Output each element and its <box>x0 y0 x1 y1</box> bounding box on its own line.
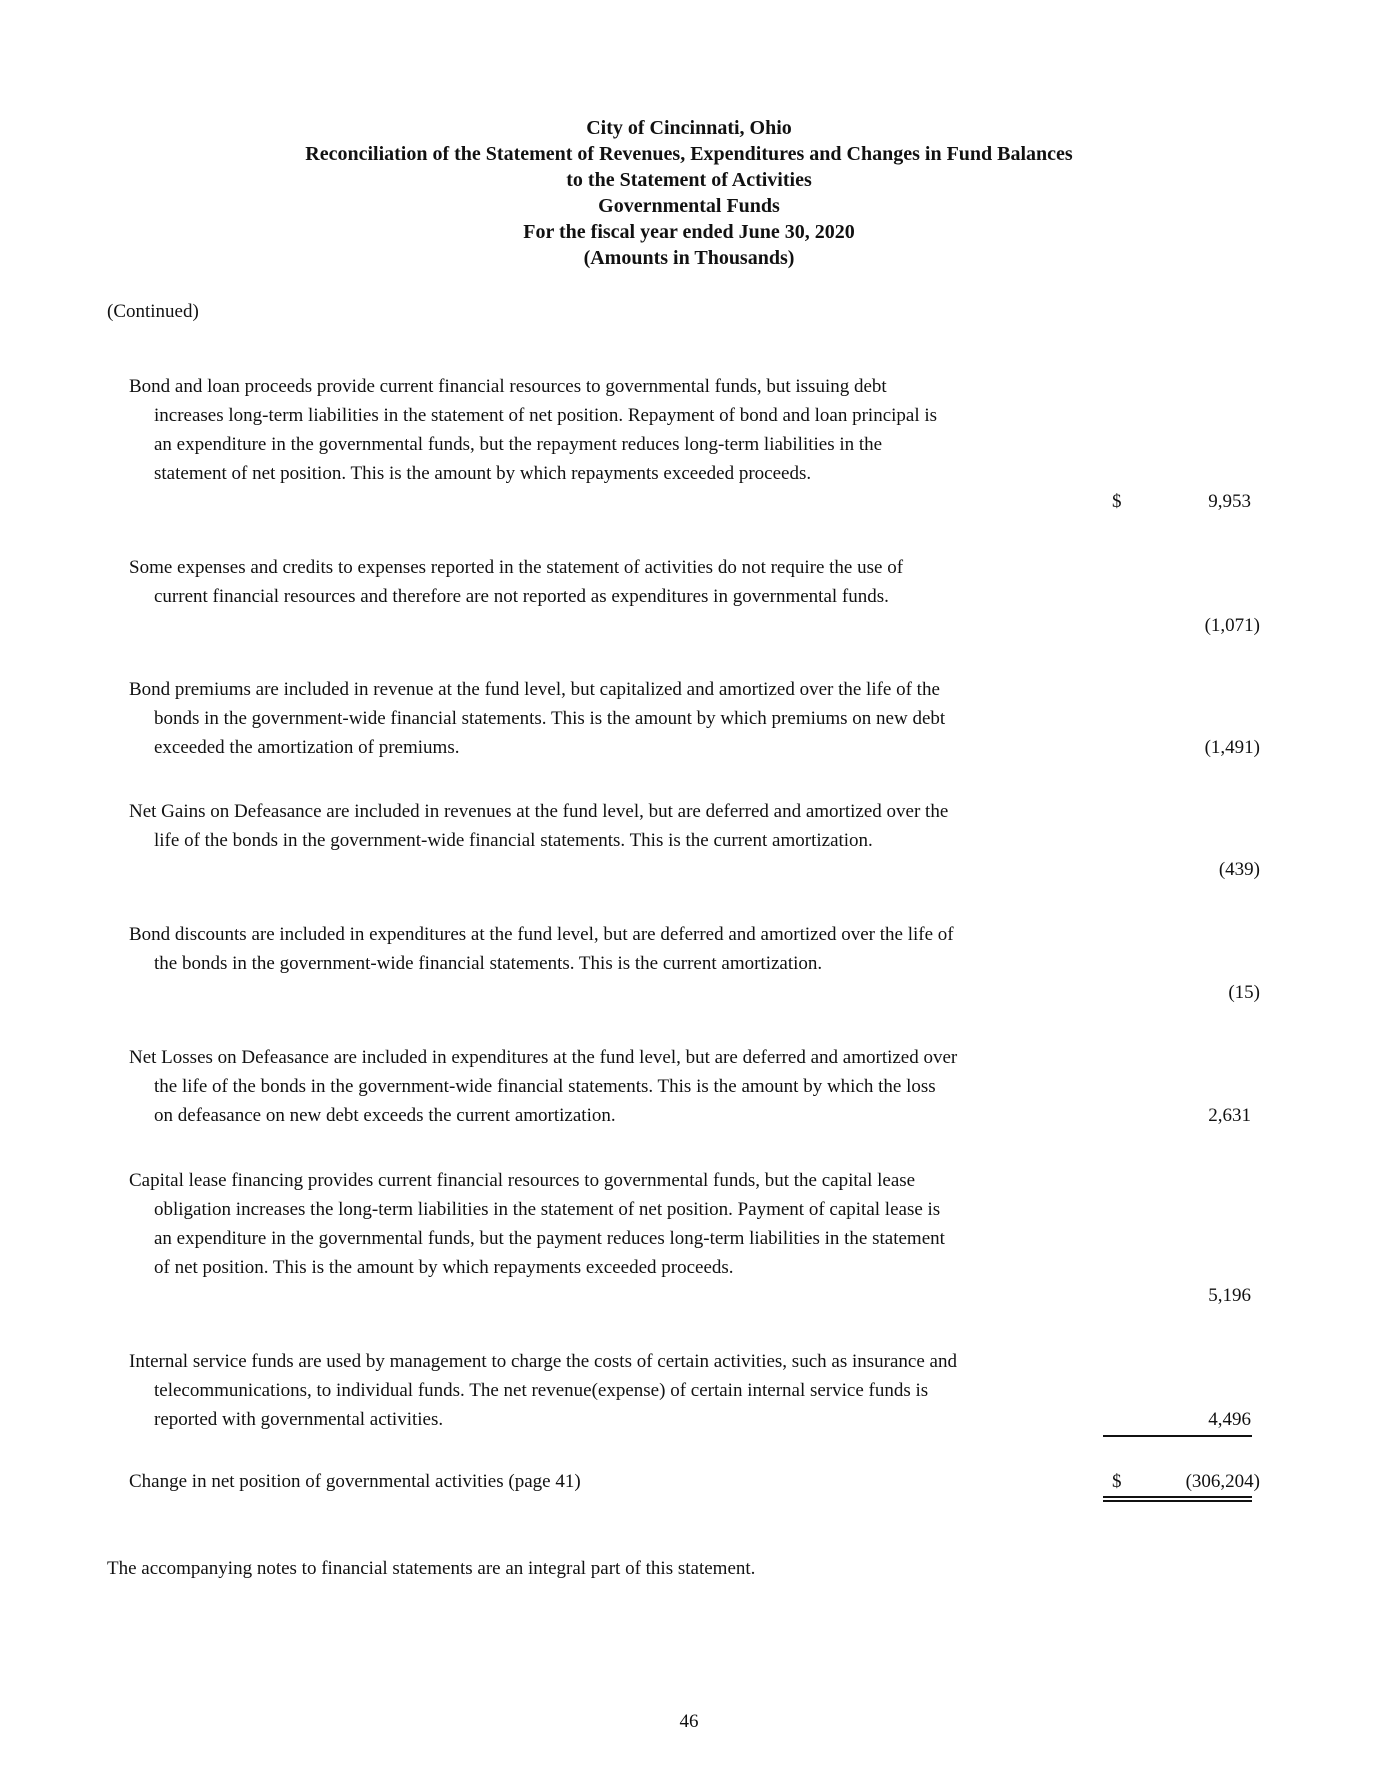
header-title: Reconciliation of the Statement of Revenues, Expenditures and Changes in Fund Balances <box>305 143 1073 165</box>
document-header <box>0 115 1378 271</box>
total-currency-symbol: $ <box>1112 1471 1122 1492</box>
item-amount: (1,491) <box>1204 737 1260 758</box>
total-amount: (306,204) <box>1185 1471 1260 1492</box>
header-fiscal-year: For the fiscal year ended June 30, 2020 <box>523 221 855 243</box>
reconciliation-item <box>129 553 959 611</box>
item-amount: (15) <box>1228 982 1260 1003</box>
footer-note: The accompanying notes to financial statements are an integral part of this statement. <box>107 1558 756 1579</box>
page-number: 46 <box>679 1711 699 1732</box>
item-description: Net Losses on Defeasance are included in expenditures at the fund level, but are deferred and amortized over the life of the bonds in the government-wide financial statements. This is the amount by which the loss on defeasance on new debt exceeds the current amortization. <box>129 1047 958 1126</box>
reconciliation-item <box>129 1166 959 1282</box>
item-description: Bond discounts are included in expenditures at the fund level, but are deferred and amortized over the life of the bonds in the government-wide financial statements. This is the current amortization. <box>129 924 954 974</box>
header-subtitle: to the Statement of Activities <box>566 169 812 191</box>
total-double-rule-top <box>1103 1496 1252 1498</box>
item-description: Bond and loan proceeds provide current financial resources to governmental funds, but issuing debt increases long-term liabilities in the statement of net position. Repayment of bond and loan principal is an expenditure in the governmental funds, but the repayment reduces long-term liabilities in the statement of net position. This is the amount by which repayments exceeded proceeds. <box>129 376 938 484</box>
item-description: Bond premiums are included in revenue at the fund level, but capitalized and amortized over the life of the bonds in the government-wide financial statements. This is the amount by which premiums on new debt exceeded the amortization of premiums. <box>129 679 946 758</box>
item-amount: 5,196 <box>1208 1285 1251 1306</box>
item-amount: 4,496 <box>1208 1409 1251 1430</box>
item-description: Net Gains on Defeasance are included in revenues at the fund level, but are deferred and amortized over the life of the bonds in the government-wide financial statements. This is the current amortization. <box>129 801 949 851</box>
item-amount: (439) <box>1218 859 1260 880</box>
currency-symbol: $ <box>1112 491 1122 512</box>
item-description: Internal service funds are used by management to charge the costs of certain activities, such as insurance and telecommunications, to individual funds. The net revenue(expense) of certain internal service funds is reported with governmental activities. <box>129 1351 957 1430</box>
total-row <box>129 1467 959 1496</box>
reconciliation-item <box>129 372 959 488</box>
reconciliation-item <box>129 920 959 978</box>
reconciliation-item <box>129 675 959 762</box>
reconciliation-item <box>129 1043 959 1130</box>
header-units: (Amounts in Thousands) <box>583 247 795 269</box>
reconciliation-item <box>129 1347 959 1434</box>
item-description: Capital lease financing provides current financial resources to governmental funds, but the capital lease obligation increases the long-term liabilities in the statement of net position. Payment of capital lease is an expenditure in the governmental funds, but the payment reduces long-term liabilities in the statement of net position. This is the amount by which repayments exceeded proceeds. <box>129 1170 945 1278</box>
item-description: Some expenses and credits to expenses reported in the statement of activities do not require the use of current financial resources and therefore are not reported as expenditures in governmental funds. <box>129 557 904 607</box>
header-city: City of Cincinnati, Ohio <box>586 117 792 139</box>
total-label: Change in net position of governmental activities (page 41) <box>129 1471 581 1492</box>
header-fund-type: Governmental Funds <box>598 195 780 217</box>
item-amount: 9,953 <box>1208 491 1251 512</box>
subtotal-rule <box>1103 1435 1252 1437</box>
item-amount: (1,071) <box>1204 615 1260 636</box>
total-double-rule-bottom <box>1103 1500 1252 1502</box>
reconciliation-item <box>129 797 959 855</box>
continued-label: (Continued) <box>107 301 199 322</box>
item-amount: 2,631 <box>1208 1105 1251 1126</box>
